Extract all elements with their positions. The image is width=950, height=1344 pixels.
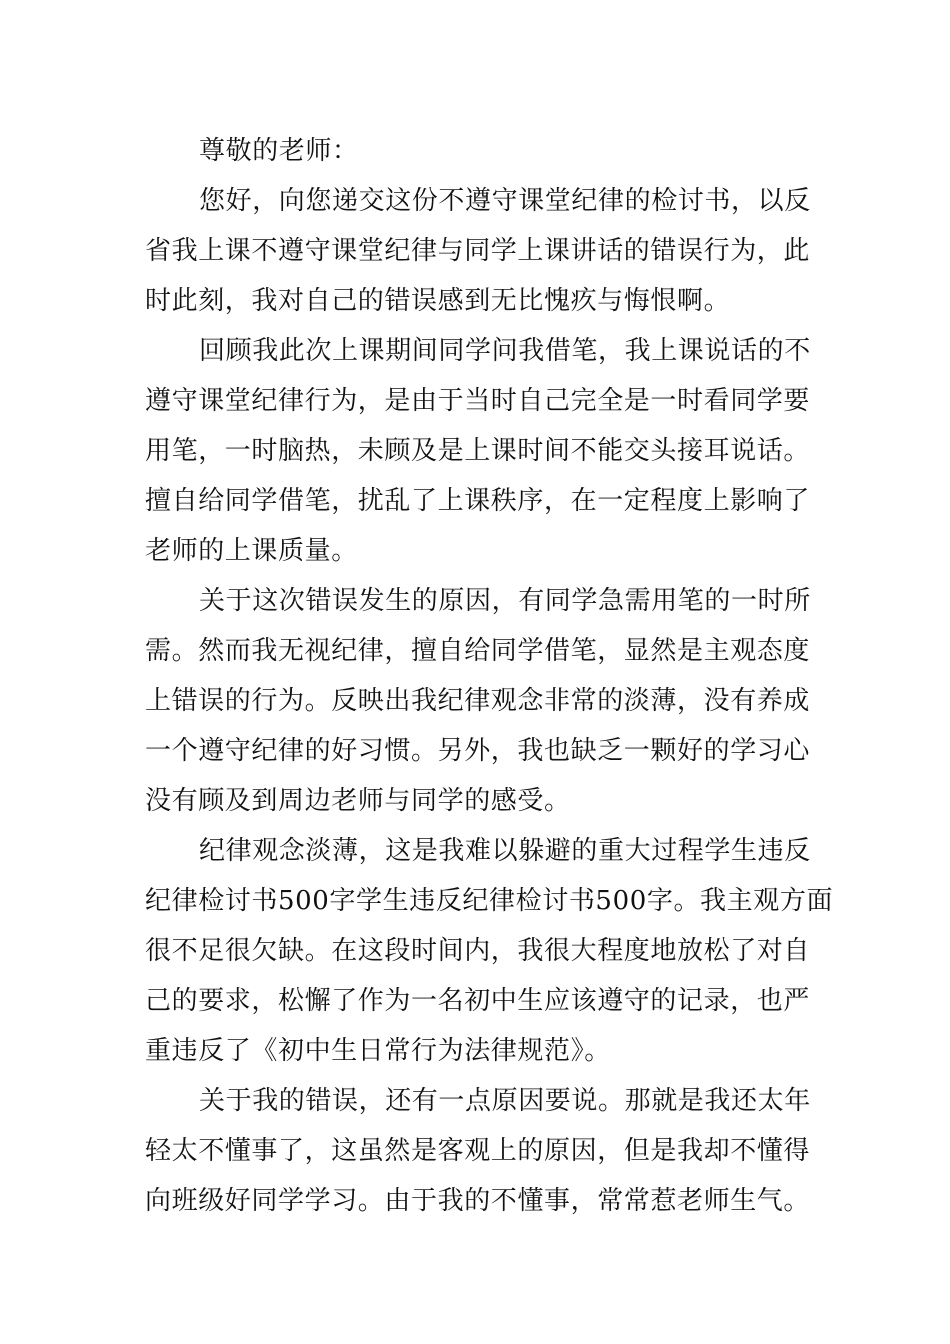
paragraph-line: 您好，向您递交这份不遵守课堂纪律的检讨书，以反 <box>199 186 811 216</box>
paragraph-line: 上错误的行为。反映出我纪律观念非常的淡薄，没有养成 <box>145 686 811 716</box>
letter-body <box>145 126 834 1226</box>
paragraph-line: 纪律观念淡薄，这是我难以躲避的重大过程学生违反 <box>199 836 811 866</box>
paragraph-line: 用笔，一时脑热，未顾及是上课时间不能交头接耳说话。 <box>145 436 811 466</box>
paragraph-line: 时此刻，我对自己的错误感到无比愧疚与悔恨啊。 <box>145 286 731 316</box>
paragraph-line: 关于这次错误发生的原因，有同学急需用笔的一时所 <box>199 586 811 616</box>
paragraph-line: 省我上课不遵守课堂纪律与同学上课讲话的错误行为，此 <box>145 236 811 266</box>
paragraph-line: 擅自给同学借笔，扰乱了上课秩序，在一定程度上影响了 <box>145 486 811 516</box>
paragraph-3 <box>145 576 810 826</box>
paragraph-line: 老师的上课质量。 <box>145 536 358 566</box>
paragraph-line: 轻太不懂事了，这虽然是客观上的原因，但是我却不懂得 <box>145 1136 811 1166</box>
paragraph-1 <box>145 176 810 326</box>
paragraph-line: 重违反了《初中生日常行为法律规范》。 <box>145 1036 611 1066</box>
paragraph-4 <box>145 826 834 1076</box>
paragraph-line: 向班级好同学学习。由于我的不懂事，常常惹老师生气。 <box>145 1186 811 1216</box>
paragraph-line: 己的要求，松懈了作为一名初中生应该遵守的记录，也严 <box>145 986 811 1016</box>
paragraph-line: 纪律检讨书500字学生违反纪律检讨书500字。我主观方面 <box>145 886 834 916</box>
salutation: 尊敬的老师： <box>199 136 359 166</box>
paragraph-2 <box>145 326 810 576</box>
paragraph-line: 需。然而我无视纪律，擅自给同学借笔，显然是主观态度 <box>145 636 811 666</box>
paragraph-line: 遵守课堂纪律行为，是由于当时自己完全是一时看同学要 <box>145 386 811 416</box>
paragraph-line: 一个遵守纪律的好习惯。另外，我也缺乏一颗好的学习心 <box>145 736 811 766</box>
paragraph-5 <box>145 1076 810 1226</box>
paragraph-line: 回顾我此次上课期间同学问我借笔，我上课说话的不 <box>199 336 811 366</box>
paragraph-line: 关于我的错误，还有一点原因要说。那就是我还太年 <box>199 1086 811 1116</box>
paragraph-line: 很不足很欠缺。在这段时间内，我很大程度地放松了对自 <box>145 936 811 966</box>
paragraph-line: 没有顾及到周边老师与同学的感受。 <box>145 786 571 816</box>
